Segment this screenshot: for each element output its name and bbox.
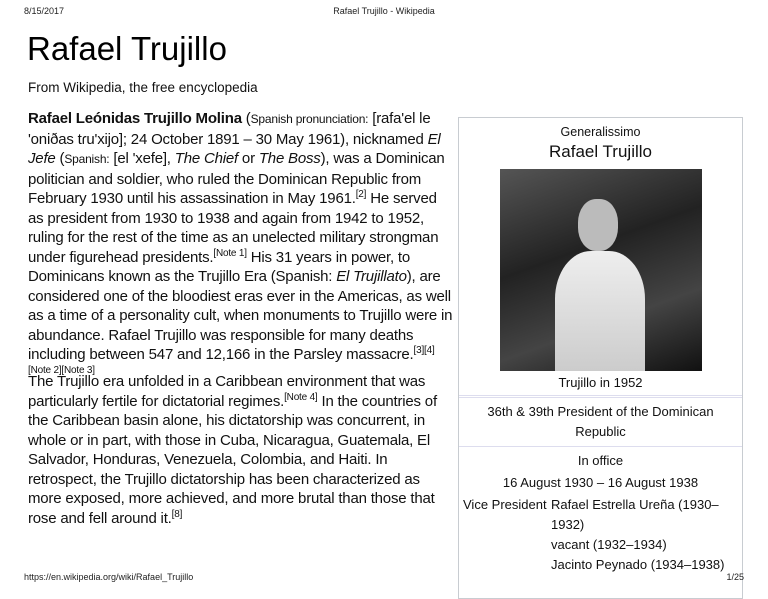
text: The Chief xyxy=(174,150,238,167)
text: ), was a Dominican politician and soldier, who ruled the Dominican Republic from February 1930 until his assassination in May 1961. xyxy=(28,150,445,207)
text: El Jefe xyxy=(28,130,441,167)
text: [rafa'el le 'oniðas tɾu'xijo]; 24 October 1891 – 30 May 1961), nicknamed xyxy=(28,110,431,148)
page-title: Rafael Trujillo xyxy=(27,30,227,67)
text: He served as president from 1930 to 1938 and again from 1942 to 1952, ruling for the rest of the time as an unelected military strongman under figurehead presidents. xyxy=(28,190,439,266)
lead-paragraph xyxy=(28,109,456,384)
text: El Trujillato xyxy=(336,268,407,285)
spanish-link[interactable]: Spanish: xyxy=(64,152,110,166)
text: The Trujillo era unfolded in a Caribbean environment that was particularly fertile for dictatorial regimes. xyxy=(28,373,426,410)
text: or xyxy=(237,150,259,167)
second-paragraph xyxy=(28,372,456,528)
image-caption: Trujillo in 1952 xyxy=(558,375,643,390)
text: ( xyxy=(55,150,65,167)
vice-president-row xyxy=(459,493,742,577)
infobox-name: Rafael Trujillo xyxy=(549,142,652,161)
citation-link[interactable]: [8] xyxy=(171,508,183,520)
citation-link[interactable]: [3][4][Note 2][Note 3] xyxy=(28,345,435,376)
pronunciation-link[interactable]: Spanish pronunciation: xyxy=(250,112,369,126)
text: [el 'xefe], xyxy=(109,150,175,167)
text: The Boss xyxy=(258,150,321,167)
text: In the countries of the Caribbean basin alone, his dictatorship was concurrent, in whole or in part, with those in Cuba, Nicaragua, Guatemala, El Salvador, Honduras, Venezuela, Colombia, and Haiti. In retrospect, the Trujillo dictatorship has been characterized as more exposed, more achieved, and more brutal than those that rose and fell around it. xyxy=(28,392,437,527)
text: ), are considered one of the bloodiest eras ever in the Americas, as well as a time of a personality cult, when monuments to Trujillo were in abundance. Rafael Trujillo was responsible for many deaths including between 547 and 12,166 in the Parsley massacre. xyxy=(28,268,453,363)
infobox-rank: Generalissimo xyxy=(560,125,641,139)
office-title: 36th & 39th President of the Dominican Republic xyxy=(459,395,742,446)
subject-name: Rafael Leónidas Trujillo Molina xyxy=(28,110,242,127)
term-dates: 16 August 1930 – 16 August 1938 xyxy=(502,475,699,490)
vp-label: Vice President xyxy=(463,497,547,512)
vp-item[interactable]: Jacinto Peynado (1934–1938) xyxy=(551,557,725,572)
portrait-image[interactable] xyxy=(500,169,702,371)
page-subtitle: From Wikipedia, the free encyclopedia xyxy=(28,80,258,95)
vp-item[interactable]: Rafael Estrella Ureña (1930–1932) xyxy=(551,497,719,532)
print-date: 8/15/2017 xyxy=(24,6,65,16)
citation-link[interactable]: [Note 4] xyxy=(284,391,318,403)
print-title: Rafael Trujillo - Wikipedia xyxy=(333,6,435,16)
text: ( xyxy=(241,110,251,127)
vp-item: vacant (1932–1934) xyxy=(551,537,667,552)
footer-page: 1/25 xyxy=(726,572,744,582)
in-office-label: In office xyxy=(459,446,742,473)
infobox xyxy=(458,117,743,599)
text: His 31 years in power, to Dominicans known as the Trujillo Era (Spanish: xyxy=(28,248,411,285)
footer-url: https://en.wikipedia.org/wiki/Rafael_Trujillo xyxy=(24,572,194,582)
citation-link[interactable]: [2] xyxy=(355,189,367,200)
citation-link[interactable]: [Note 1] xyxy=(213,247,247,259)
